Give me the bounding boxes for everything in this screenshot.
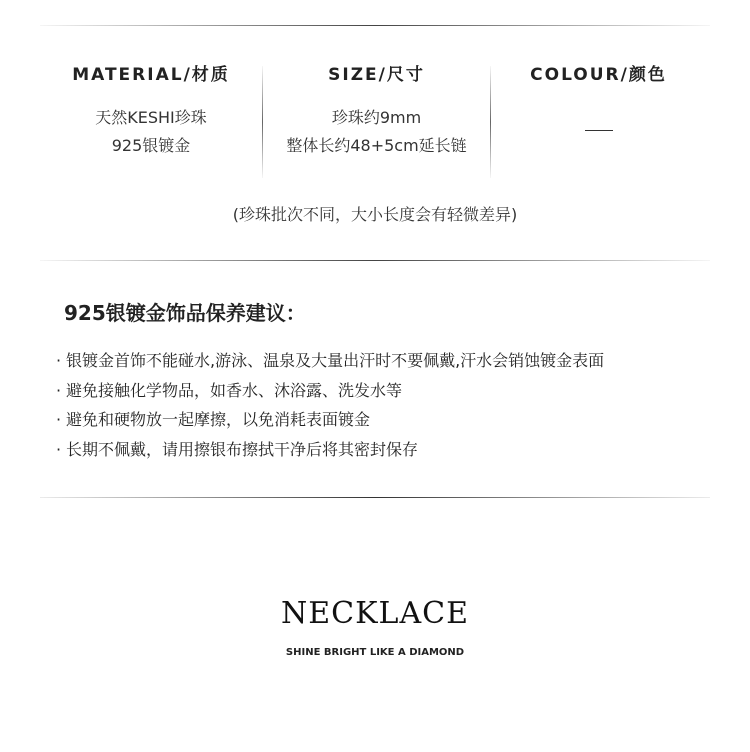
material-heading: MATERIAL/材质 [72,65,230,85]
care-list [56,346,604,464]
bullet: · [56,410,62,429]
material-line: 天然KESHI珍珠 [95,108,207,127]
bullet: · [56,380,62,400]
care-item [56,435,604,465]
material-line: 925银镀金 [111,136,191,155]
material-column [40,62,262,160]
bullet: · [56,439,62,459]
size-column [263,62,490,160]
brand-title: NECKLACE [281,596,469,631]
care-item [56,346,604,376]
care-item [56,376,604,406]
colour-value-dash [585,130,613,131]
bullet: · [56,351,62,370]
care-item [56,405,604,435]
size-line: 整体长约48+5cm延长链 [286,136,467,155]
care-item-text: 避免和硬物放一起摩擦，以免消耗表面镀金 [66,410,371,429]
colour-heading: COLOUR/颜色 [530,65,667,85]
brand-tagline: SHINE BRIGHT LIKE A DIAMOND [285,647,465,658]
colour-column [491,62,706,135]
care-title: 925银镀金饰品保养建议： [64,301,306,325]
size-line: 珍珠约9mm [331,108,422,127]
care-item-text: 银镀金首饰不能碰水,游泳、温泉及大量出汗时不要佩戴,汗水会销蚀镀金表面 [66,351,605,370]
bottom-divider [40,497,710,498]
care-item-text: 避免接触化学物品，如香水、沐浴露、洗发水等 [66,380,403,400]
size-heading: SIZE/尺寸 [328,65,425,85]
top-divider [40,25,710,26]
middle-divider [40,260,710,261]
batch-variation-note: (珍珠批次不同，大小长度会有轻微差异) [232,205,518,224]
care-item-text: 长期不佩戴，请用擦银布擦拭干净后将其密封保存 [66,439,419,459]
